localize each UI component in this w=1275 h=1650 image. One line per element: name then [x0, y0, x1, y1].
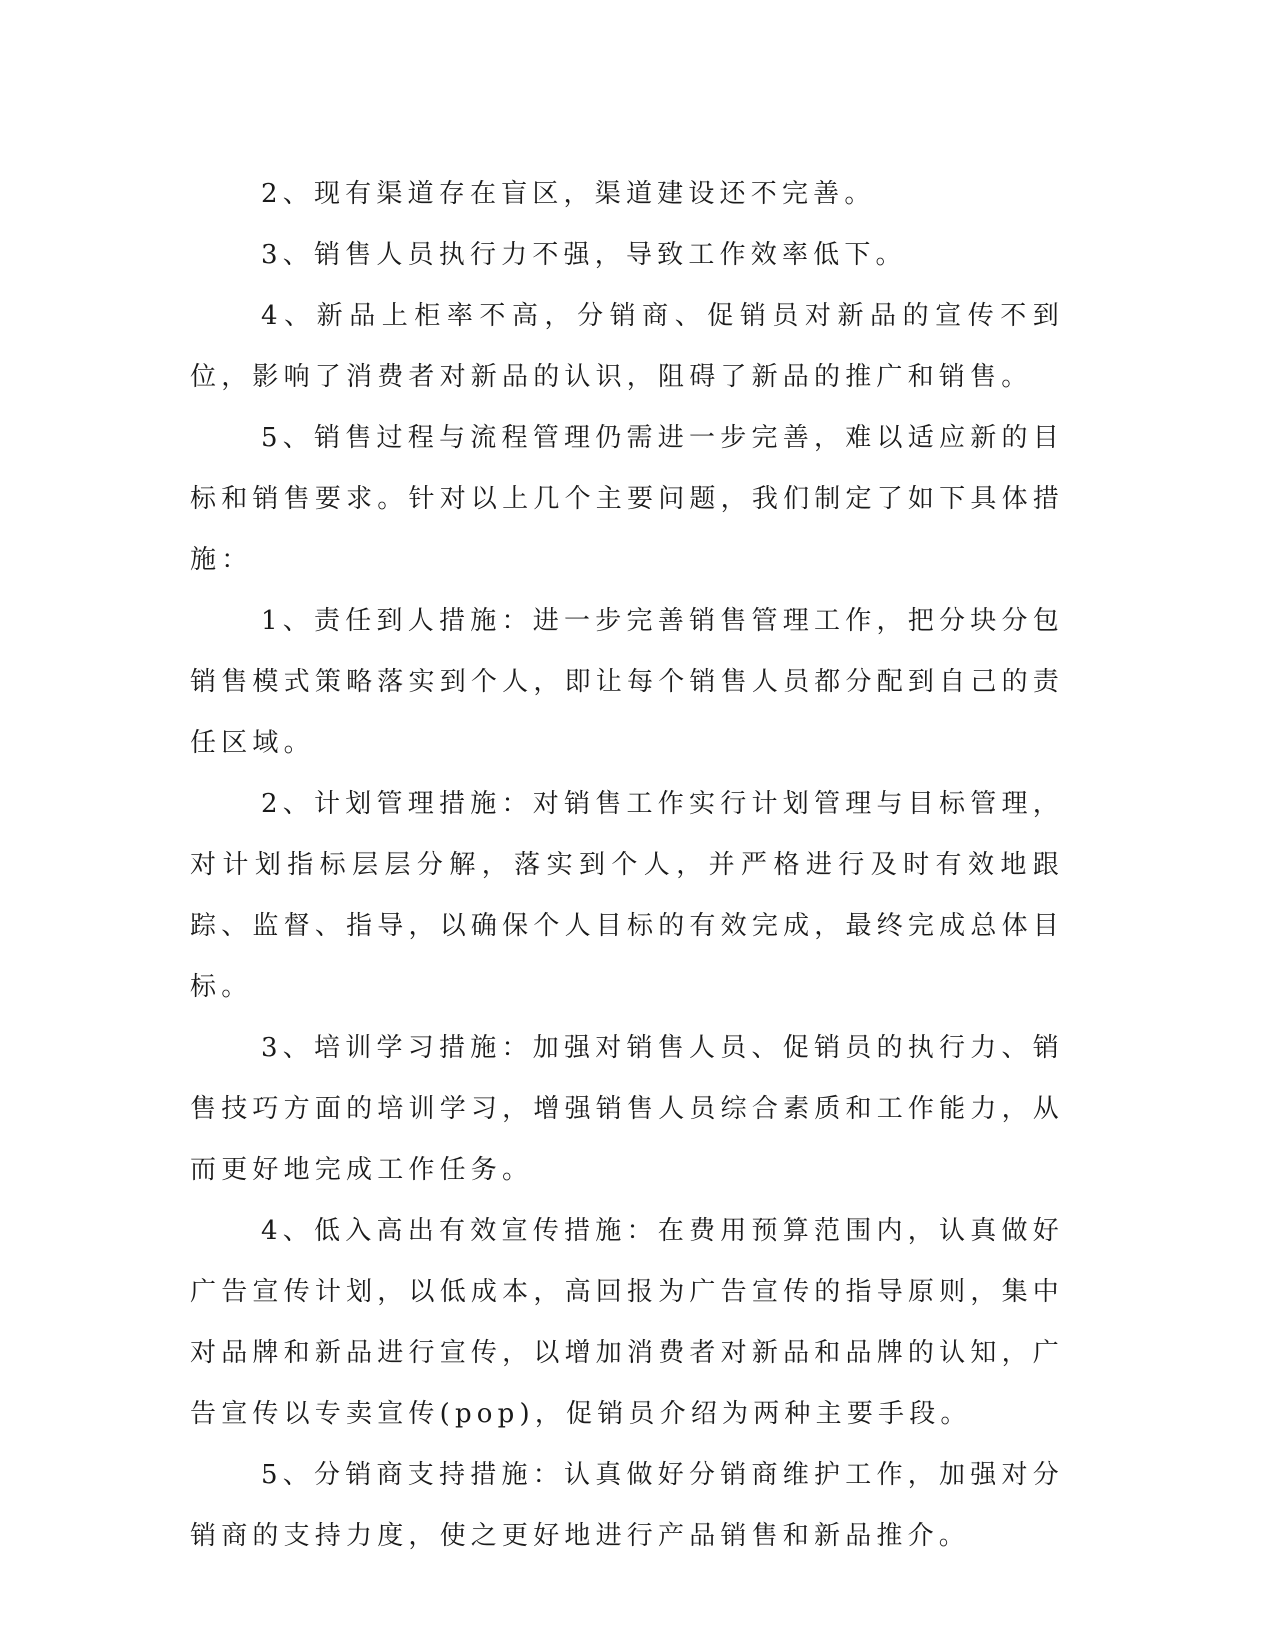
paragraph-measure-5: 5、分销商支持措施：认真做好分销商维护工作，加强对分销商的支持力度，使之更好地进行产品销售和新品推介。	[190, 1460, 1064, 1551]
paragraph-measure-3: 3、培训学习措施：加强对销售人员、促销员的执行力、销售技巧方面的培训学习，增强销售人员综合素质和工作能力，从而更好地完成工作任务。	[190, 1033, 1064, 1185]
paragraph-problem-3: 3、销售人员执行力不强，导致工作效率低下。	[261, 240, 907, 270]
paragraph-measure-4: 4、低入高出有效宣传措施：在费用预算范围内，认真做好广告宣传计划，以低成本，高回报为广告宣传的指导原则，集中对品牌和新品进行宣传，以增加消费者对新品和品牌的认知，广告宣传以专卖宣传(pop)，促销员介绍为两种主要手段。	[190, 1216, 1064, 1429]
paragraph-problem-2: 2、现有渠道存在盲区，渠道建设还不完善。	[261, 179, 876, 209]
paragraph-problem-5: 5、销售过程与流程管理仍需进一步完善，难以适应新的目标和销售要求。针对以上几个主要问题，我们制定了如下具体措施：	[190, 423, 1064, 575]
paragraph-measure-2: 2、计划管理措施：对销售工作实行计划管理与目标管理，对计划指标层层分解，落实到个人，并严格进行及时有效地跟踪、监督、指导，以确保个人目标的有效完成，最终完成总体目标。	[190, 789, 1064, 1002]
paragraph-measure-1: 1、责任到人措施：进一步完善销售管理工作，把分块分包销售模式策略落实到个人，即让每个销售人员都分配到自己的责任区域。	[190, 606, 1064, 758]
paragraph-problem-4: 4、新品上柜率不高，分销商、促销员对新品的宣传不到位，影响了消费者对新品的认识，阻碍了新品的推广和销售。	[190, 301, 1064, 392]
document-body	[190, 164, 1064, 1567]
